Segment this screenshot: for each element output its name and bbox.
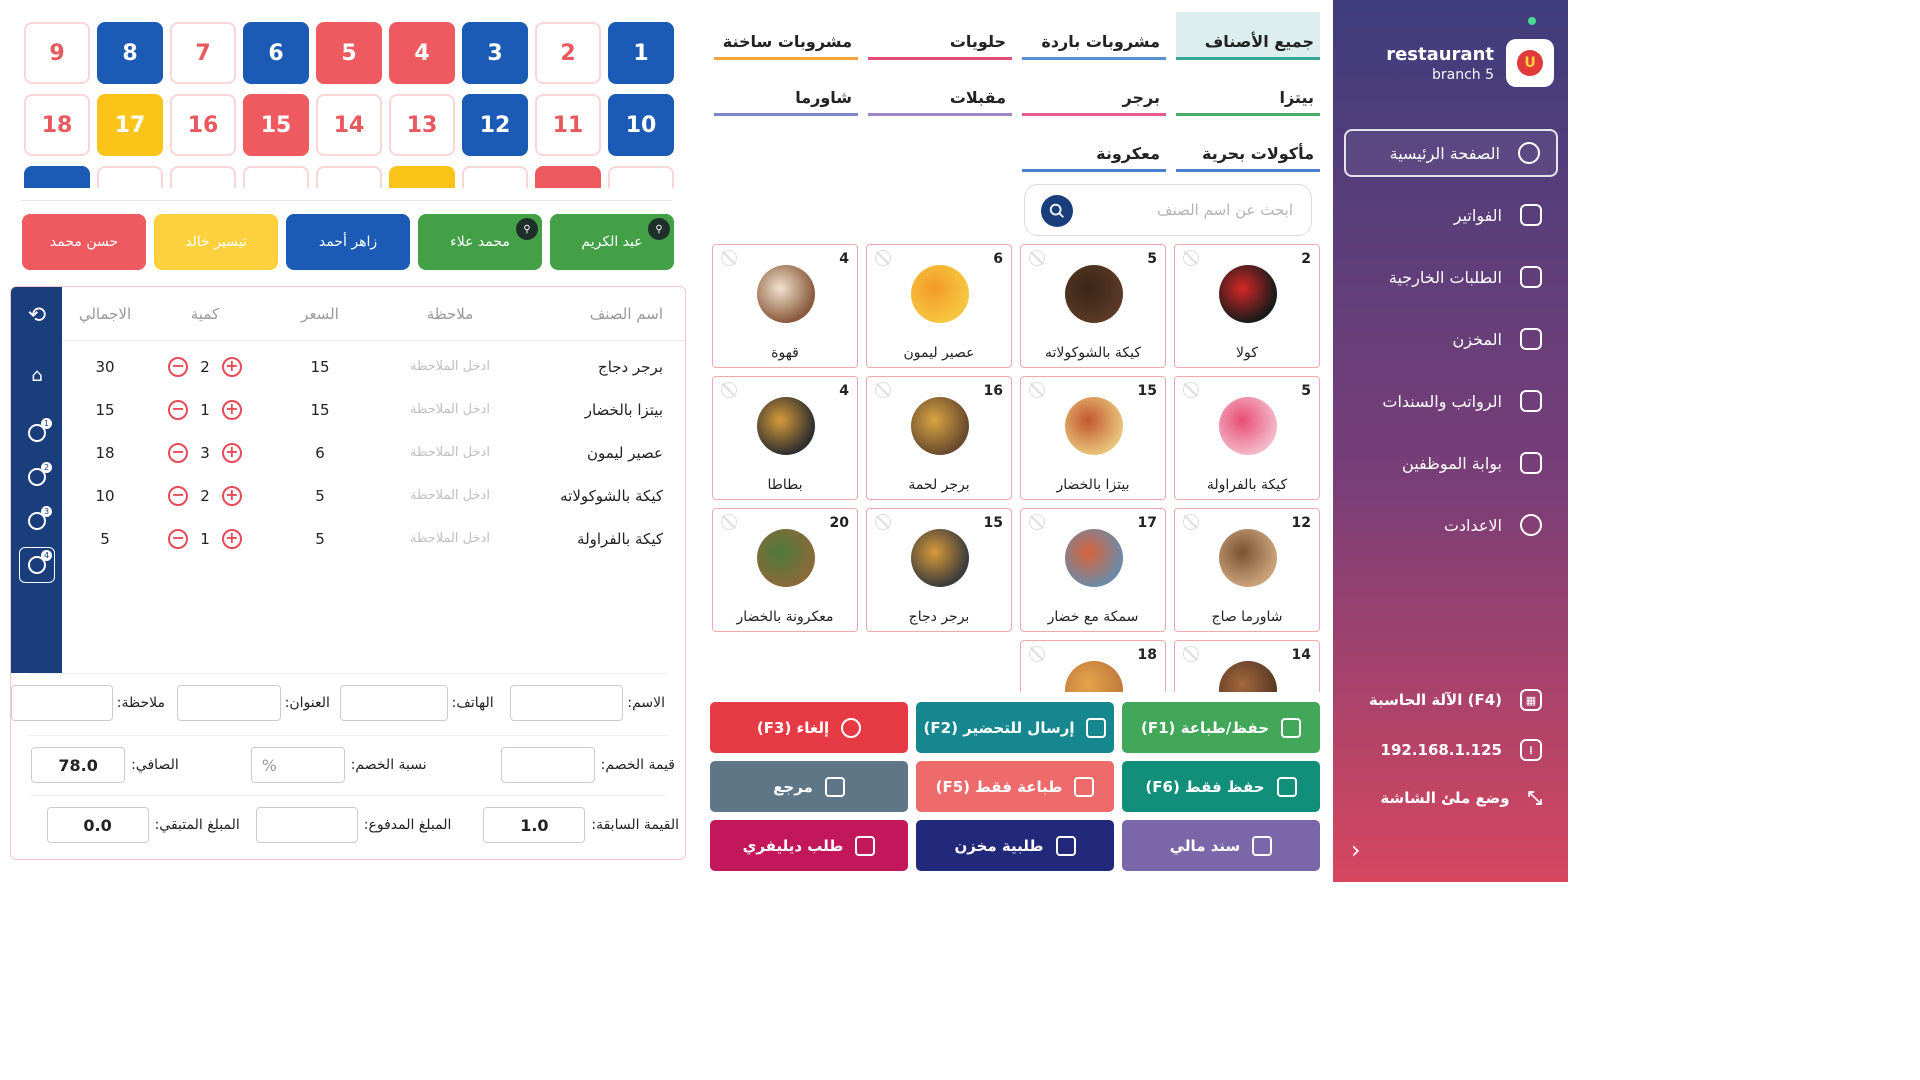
table-button[interactable]: 17 [97,94,163,156]
phone-label: الهاتف: [451,695,494,711]
payment-row [11,807,685,843]
waiter-name: زاهر أحمد [318,234,378,250]
order-header [62,287,685,341]
delivery-icon: ⚲ [516,218,538,240]
product-card[interactable] [866,376,1012,500]
sidebar-item-warehouse[interactable] [1344,315,1558,363]
history-icon: ⟲ [27,302,47,328]
order-item-total: 5 [100,529,110,548]
table-button[interactable] [97,166,163,188]
category-tabs [708,12,1320,172]
order-row [62,388,685,431]
sidebar-item-label: المخزن [1452,329,1502,349]
product-card[interactable] [1020,376,1166,500]
address-label: العنوان: [284,695,330,711]
sidebar-item-label: الطلبات الخارجية [1388,267,1502,287]
pending-order-button[interactable] [19,415,55,451]
table-button[interactable]: 2 [535,22,601,84]
quantity-stepper [145,357,265,377]
order-item-total: 15 [95,400,115,419]
table-button[interactable] [170,166,236,188]
order-item-price: 5 [315,486,325,505]
increase-qty-button[interactable]: + [222,529,242,549]
pending-order-badge: 2 [41,462,52,473]
product-qty: 20 [829,515,849,531]
product-image [911,265,969,323]
pending-order-icon [28,551,50,574]
pending-order-button[interactable] [19,459,55,495]
paid-field[interactable] [256,807,358,843]
sidebar-item-salary[interactable] [1344,377,1558,425]
order-item-note-field[interactable]: ادخل الملاحظة [410,488,490,503]
order-item-total: 10 [95,486,115,505]
brand-name: restaurant [1386,43,1494,65]
order-item-qty: 2 [200,357,210,376]
product-card[interactable] [1174,244,1320,368]
discount-pct-field[interactable] [251,747,345,783]
customer-note-field[interactable] [11,685,113,721]
sidebar-item-label: الفواتير [1453,205,1502,225]
product-image [911,397,969,455]
search-button[interactable] [1041,195,1073,227]
order-item-name: برجر دجاج [598,357,663,376]
stock-cart-button[interactable] [916,820,1114,871]
voucher-icon [1252,836,1272,856]
product-image [911,529,969,587]
discount-row [11,747,685,783]
product-name: برجر لحمة [908,477,970,493]
hide-product-icon[interactable] [1029,646,1045,662]
delivery-icon: ⚲ [648,218,670,240]
printer-icon [1074,777,1094,797]
fullscreen-icon: ⤡ [1527,787,1542,809]
order-item-qty: 2 [200,486,210,505]
table-button[interactable] [389,166,455,188]
order-row [62,517,685,560]
quantity-stepper [145,486,265,506]
product-image [1219,397,1277,455]
waiter-button[interactable] [418,214,542,270]
customer-name-field[interactable] [510,685,624,721]
expand-sidebar-icon[interactable]: › [1351,836,1361,864]
product-image [1219,265,1277,323]
order-row [62,474,685,517]
table-button[interactable]: 10 [608,94,674,156]
waiter-button[interactable] [22,214,146,270]
waiter-list [22,214,674,270]
category-tab[interactable]: مأكولات بحرية [1176,124,1320,172]
logo-mark: U [1517,50,1543,76]
sidebar-item-label: بوابة الموظفين [1402,453,1502,473]
increase-qty-button[interactable]: + [222,400,242,420]
quantity-stepper [145,443,265,463]
increase-qty-button[interactable]: + [222,443,242,463]
table-button[interactable] [316,166,382,188]
table-button[interactable]: 12 [462,94,528,156]
fullscreen-button[interactable] [1344,782,1558,814]
print-save-icon [1281,718,1301,738]
table-button[interactable]: 9 [24,22,90,84]
pending-order-icon [28,463,50,486]
table-button[interactable] [24,166,90,188]
table-button[interactable] [462,166,528,188]
calculator-button[interactable] [1344,684,1558,716]
sidebar-nav [1344,129,1558,563]
warehouse-icon [1520,328,1542,350]
product-name: بطاطا [767,477,803,493]
note-label: ملاحظة: [116,695,165,711]
sidebar-item-label: الصفحة الرئيسية [1389,143,1500,163]
product-qty: 6 [993,251,1003,267]
ip-address [1344,734,1558,766]
table-button[interactable]: 1 [608,22,674,84]
waiter-name: عبد الكريم [581,234,643,250]
product-card[interactable] [1174,508,1320,632]
customer-row [11,685,685,721]
printer-button[interactable] [916,761,1114,812]
header-note: ملاحظة [426,304,474,323]
order-item-price: 15 [310,400,330,419]
action-label: حفظ/طباعة (F1) [1141,718,1269,737]
table-button[interactable]: 18 [24,94,90,156]
order-item-note-field[interactable]: ادخل الملاحظة [410,359,490,374]
order-item-total: 30 [95,357,115,376]
ip-label: 192.168.1.125 [1380,741,1502,759]
product-qty: 14 [1291,647,1311,663]
brand [1344,38,1554,88]
pending-order-button[interactable] [19,503,55,539]
order-item-qty: 1 [200,400,210,419]
action-label: حفظ فقط (F6) [1145,777,1265,796]
category-tab[interactable]: معكرونة [1022,124,1166,172]
waiter-name: حسن محمد [49,234,119,250]
product-qty: 12 [1291,515,1311,531]
hide-product-icon[interactable] [875,382,891,398]
home-button[interactable] [19,357,55,393]
product-image [1065,529,1123,587]
product-image [757,397,815,455]
save-icon [1277,777,1297,797]
increase-qty-button[interactable]: + [222,486,242,506]
product-qty: 17 [1137,515,1157,531]
divider [29,735,667,736]
restaurant-logo [1506,39,1554,87]
pending-order-badge: 1 [41,418,52,429]
branch-name: branch 5 [1431,66,1494,83]
order-rail [11,287,62,673]
table-button[interactable]: 14 [316,94,382,156]
product-qty: 18 [1137,647,1157,663]
order-items [62,345,685,560]
remaining-label: المبلغ المتبقي: [154,817,240,833]
discount-value-label: قيمة الخصم: [600,757,675,773]
table-button[interactable]: 7 [170,22,236,84]
cancel-button[interactable] [710,702,908,753]
order-item-price: 6 [315,443,325,462]
table-button[interactable]: 6 [243,22,309,84]
header-total: الاجمالي [78,304,132,323]
product-name: برجر دجاج [908,609,970,625]
calculator-label: الآلة الحاسبة (F4) [1368,691,1502,709]
product-card[interactable] [712,244,858,368]
sidebar-item-home[interactable] [1344,129,1558,177]
product-image [1219,529,1277,587]
order-history-button[interactable] [19,297,55,333]
product-name: كولا [1236,345,1258,361]
product-card[interactable] [1020,244,1166,368]
order-item-price: 5 [315,529,325,548]
table-button[interactable] [608,166,674,188]
category-tab[interactable]: مشروبات باردة [1022,12,1166,60]
divider [29,795,667,796]
order-item-total: 18 [95,443,115,462]
net-label: الصافي: [131,757,179,773]
product-card[interactable] [712,508,858,632]
hide-product-icon[interactable] [1183,250,1199,266]
hide-product-icon[interactable] [721,514,737,530]
product-name: قهوة [771,345,799,361]
sidebar-item-cart[interactable] [1344,253,1558,301]
order-item-qty: 1 [200,529,210,548]
hide-product-icon[interactable] [1183,646,1199,662]
product-qty: 15 [983,515,1003,531]
table-button[interactable]: 5 [316,22,382,84]
home-icon: ⌂ [31,364,43,386]
product-image [1065,397,1123,455]
decrease-qty-button[interactable]: − [168,486,188,506]
category-tab[interactable]: شاورما [714,68,858,116]
home-icon [1518,142,1540,164]
action-label: طلبية مخزن [954,836,1044,855]
table-button[interactable]: 4 [389,22,455,84]
table-button[interactable]: 3 [462,22,528,84]
sidebar-item-label: الاعدادت [1443,515,1502,535]
table-button[interactable]: 8 [97,22,163,84]
category-tab[interactable]: حلويات [868,12,1012,60]
divider [22,200,672,201]
table-button[interactable]: 16 [170,94,236,156]
sidebar-item-label: الرواتب والسندات [1382,391,1502,411]
hide-product-icon[interactable] [721,250,737,266]
delivery-button[interactable] [710,820,908,871]
product-name: سمكة مع خضار [1047,609,1139,625]
remaining-field[interactable]: 0.0 [47,807,149,843]
action-buttons [708,702,1320,871]
net-value-field[interactable]: 78.0 [31,747,125,783]
product-card[interactable] [1020,640,1166,692]
pending-order-badge: 3 [41,506,52,517]
product-name: شاورما صاج [1211,609,1283,625]
action-label: مرجع [773,777,813,796]
pending-order-badge: 4 [41,550,52,561]
table-button[interactable]: 15 [243,94,309,156]
name-label: الاسم: [627,695,665,711]
order-item-qty: 3 [200,443,210,462]
brand-text [1386,44,1494,83]
action-label: سند مالي [1169,836,1241,855]
sidebar [1333,0,1568,882]
calculator-icon: ▦ [1520,689,1542,711]
order-row [62,345,685,388]
discount-pct-label: نسبة الخصم: [350,757,427,773]
action-label: إرسال للتحضير (F2) [923,718,1075,737]
action-label: طباعة فقط (F5) [935,777,1063,796]
search-icon [1048,202,1066,220]
order-item-name: كيكة بالفراولة [577,529,663,548]
quantity-stepper [145,400,265,420]
product-card[interactable] [712,376,858,500]
save-button[interactable] [1122,761,1320,812]
decrease-qty-button[interactable]: − [168,357,188,377]
product-image [1219,661,1277,692]
search-placeholder: ابحث عن اسم الصنف [1157,201,1293,219]
product-card[interactable] [866,244,1012,368]
print-save-button[interactable] [1122,702,1320,753]
decrease-qty-button[interactable]: − [168,400,188,420]
waiter-button[interactable] [286,214,410,270]
return-button[interactable] [710,761,908,812]
hide-product-icon[interactable] [721,382,737,398]
sidebar-item-invoice[interactable] [1344,191,1558,239]
hide-product-icon[interactable] [875,514,891,530]
network-icon: ⁞ [1520,739,1542,761]
hide-product-icon[interactable] [875,250,891,266]
product-qty: 4 [839,383,849,399]
category-tab[interactable]: بيتزا [1176,68,1320,116]
category-tab[interactable]: برجر [1022,68,1166,116]
category-tab[interactable]: جميع الأصناف [1176,12,1320,60]
increase-qty-button[interactable]: + [222,357,242,377]
search-input[interactable] [1024,184,1312,236]
product-qty: 15 [1137,383,1157,399]
cart-icon [1520,266,1542,288]
product-name: معكرونة بالخضار [736,609,834,625]
hide-product-icon[interactable] [1183,514,1199,530]
waiter-button[interactable] [550,214,674,270]
fullscreen-label: وضع ملئ الشاشة [1380,789,1510,807]
header-price: السعر [301,304,339,323]
stock-cart-icon [1056,836,1076,856]
order-item-note-field[interactable]: ادخل الملاحظة [410,402,490,417]
table-button[interactable] [243,166,309,188]
discount-value-field[interactable] [501,747,595,783]
product-image [1065,265,1123,323]
pending-order-button[interactable] [19,547,55,583]
return-icon [825,777,845,797]
order-item-price: 15 [310,357,330,376]
customer-phone-field[interactable] [340,685,448,721]
product-qty: 2 [1301,251,1311,267]
waiter-name: تيسير خالد [185,234,247,250]
header-qty: كمية [190,304,220,323]
prev-value-label: القيمة السابقة: [591,817,679,833]
product-card[interactable] [1020,508,1166,632]
action-label: إلغاء (F3) [756,718,830,737]
product-qty: 5 [1147,251,1157,267]
product-qty: 4 [839,251,849,267]
delivery-icon [855,836,875,856]
decrease-qty-button[interactable]: − [168,443,188,463]
category-tab[interactable]: مقبلات [868,68,1012,116]
product-image [757,529,815,587]
product-name: عصير ليمون [903,345,975,361]
product-image [1065,661,1123,692]
product-qty: 16 [983,383,1003,399]
product-card[interactable] [1174,376,1320,500]
order-row [62,431,685,474]
send-kitchen-button[interactable] [916,702,1114,753]
action-label: طلب ديليفري [742,836,844,855]
category-tab[interactable]: مشروبات ساخنة [714,12,858,60]
waiter-button[interactable] [154,214,278,270]
settings-icon [1520,514,1542,536]
table-button[interactable]: 13 [389,94,455,156]
order-item-name: عصير ليمون [586,443,663,462]
table-grid [22,22,674,188]
order-panel [10,286,686,860]
sidebar-item-employee[interactable] [1344,439,1558,487]
sidebar-item-settings[interactable] [1344,501,1558,549]
salary-icon [1520,390,1542,412]
waiter-name: محمد علاء [450,234,510,250]
hide-product-icon[interactable] [1183,382,1199,398]
hide-product-icon[interactable] [1029,382,1045,398]
online-status-dot [1528,17,1536,25]
product-image [757,265,815,323]
product-name: بيتزا بالخضار [1056,477,1130,493]
paid-label: المبلغ المدفوع: [363,817,452,833]
order-item-note-field[interactable]: ادخل الملاحظة [410,445,490,460]
decrease-qty-button[interactable]: − [168,529,188,549]
voucher-button[interactable] [1122,820,1320,871]
order-item-name: بيتزا بالخضار [584,400,663,419]
product-name: كيكة بالشوكولاته [1044,345,1141,361]
hide-product-icon[interactable] [1029,514,1045,530]
table-button[interactable] [535,166,601,188]
hide-product-icon[interactable] [1029,250,1045,266]
employee-icon [1520,452,1542,474]
prev-value-field[interactable]: 1.0 [483,807,585,843]
order-divider [29,673,667,674]
pending-order-icon [28,507,50,530]
product-qty: 5 [1301,383,1311,399]
percent-symbol: % [261,755,277,775]
pending-order-icon [28,419,50,442]
cancel-icon [841,718,861,738]
product-name: كيكة بالفراولة [1206,477,1288,493]
order-item-name: كيكة بالشوكولاته [560,486,663,505]
quantity-stepper [145,529,265,549]
header-item-name: اسم الصنف [589,304,663,323]
order-item-note-field[interactable]: ادخل الملاحظة [410,531,490,546]
send-kitchen-icon [1086,718,1106,738]
invoice-icon [1520,204,1542,226]
product-card[interactable] [1174,640,1320,692]
customer-address-field[interactable] [177,685,281,721]
product-card[interactable] [866,508,1012,632]
table-button[interactable]: 11 [535,94,601,156]
product-grid [708,244,1320,692]
